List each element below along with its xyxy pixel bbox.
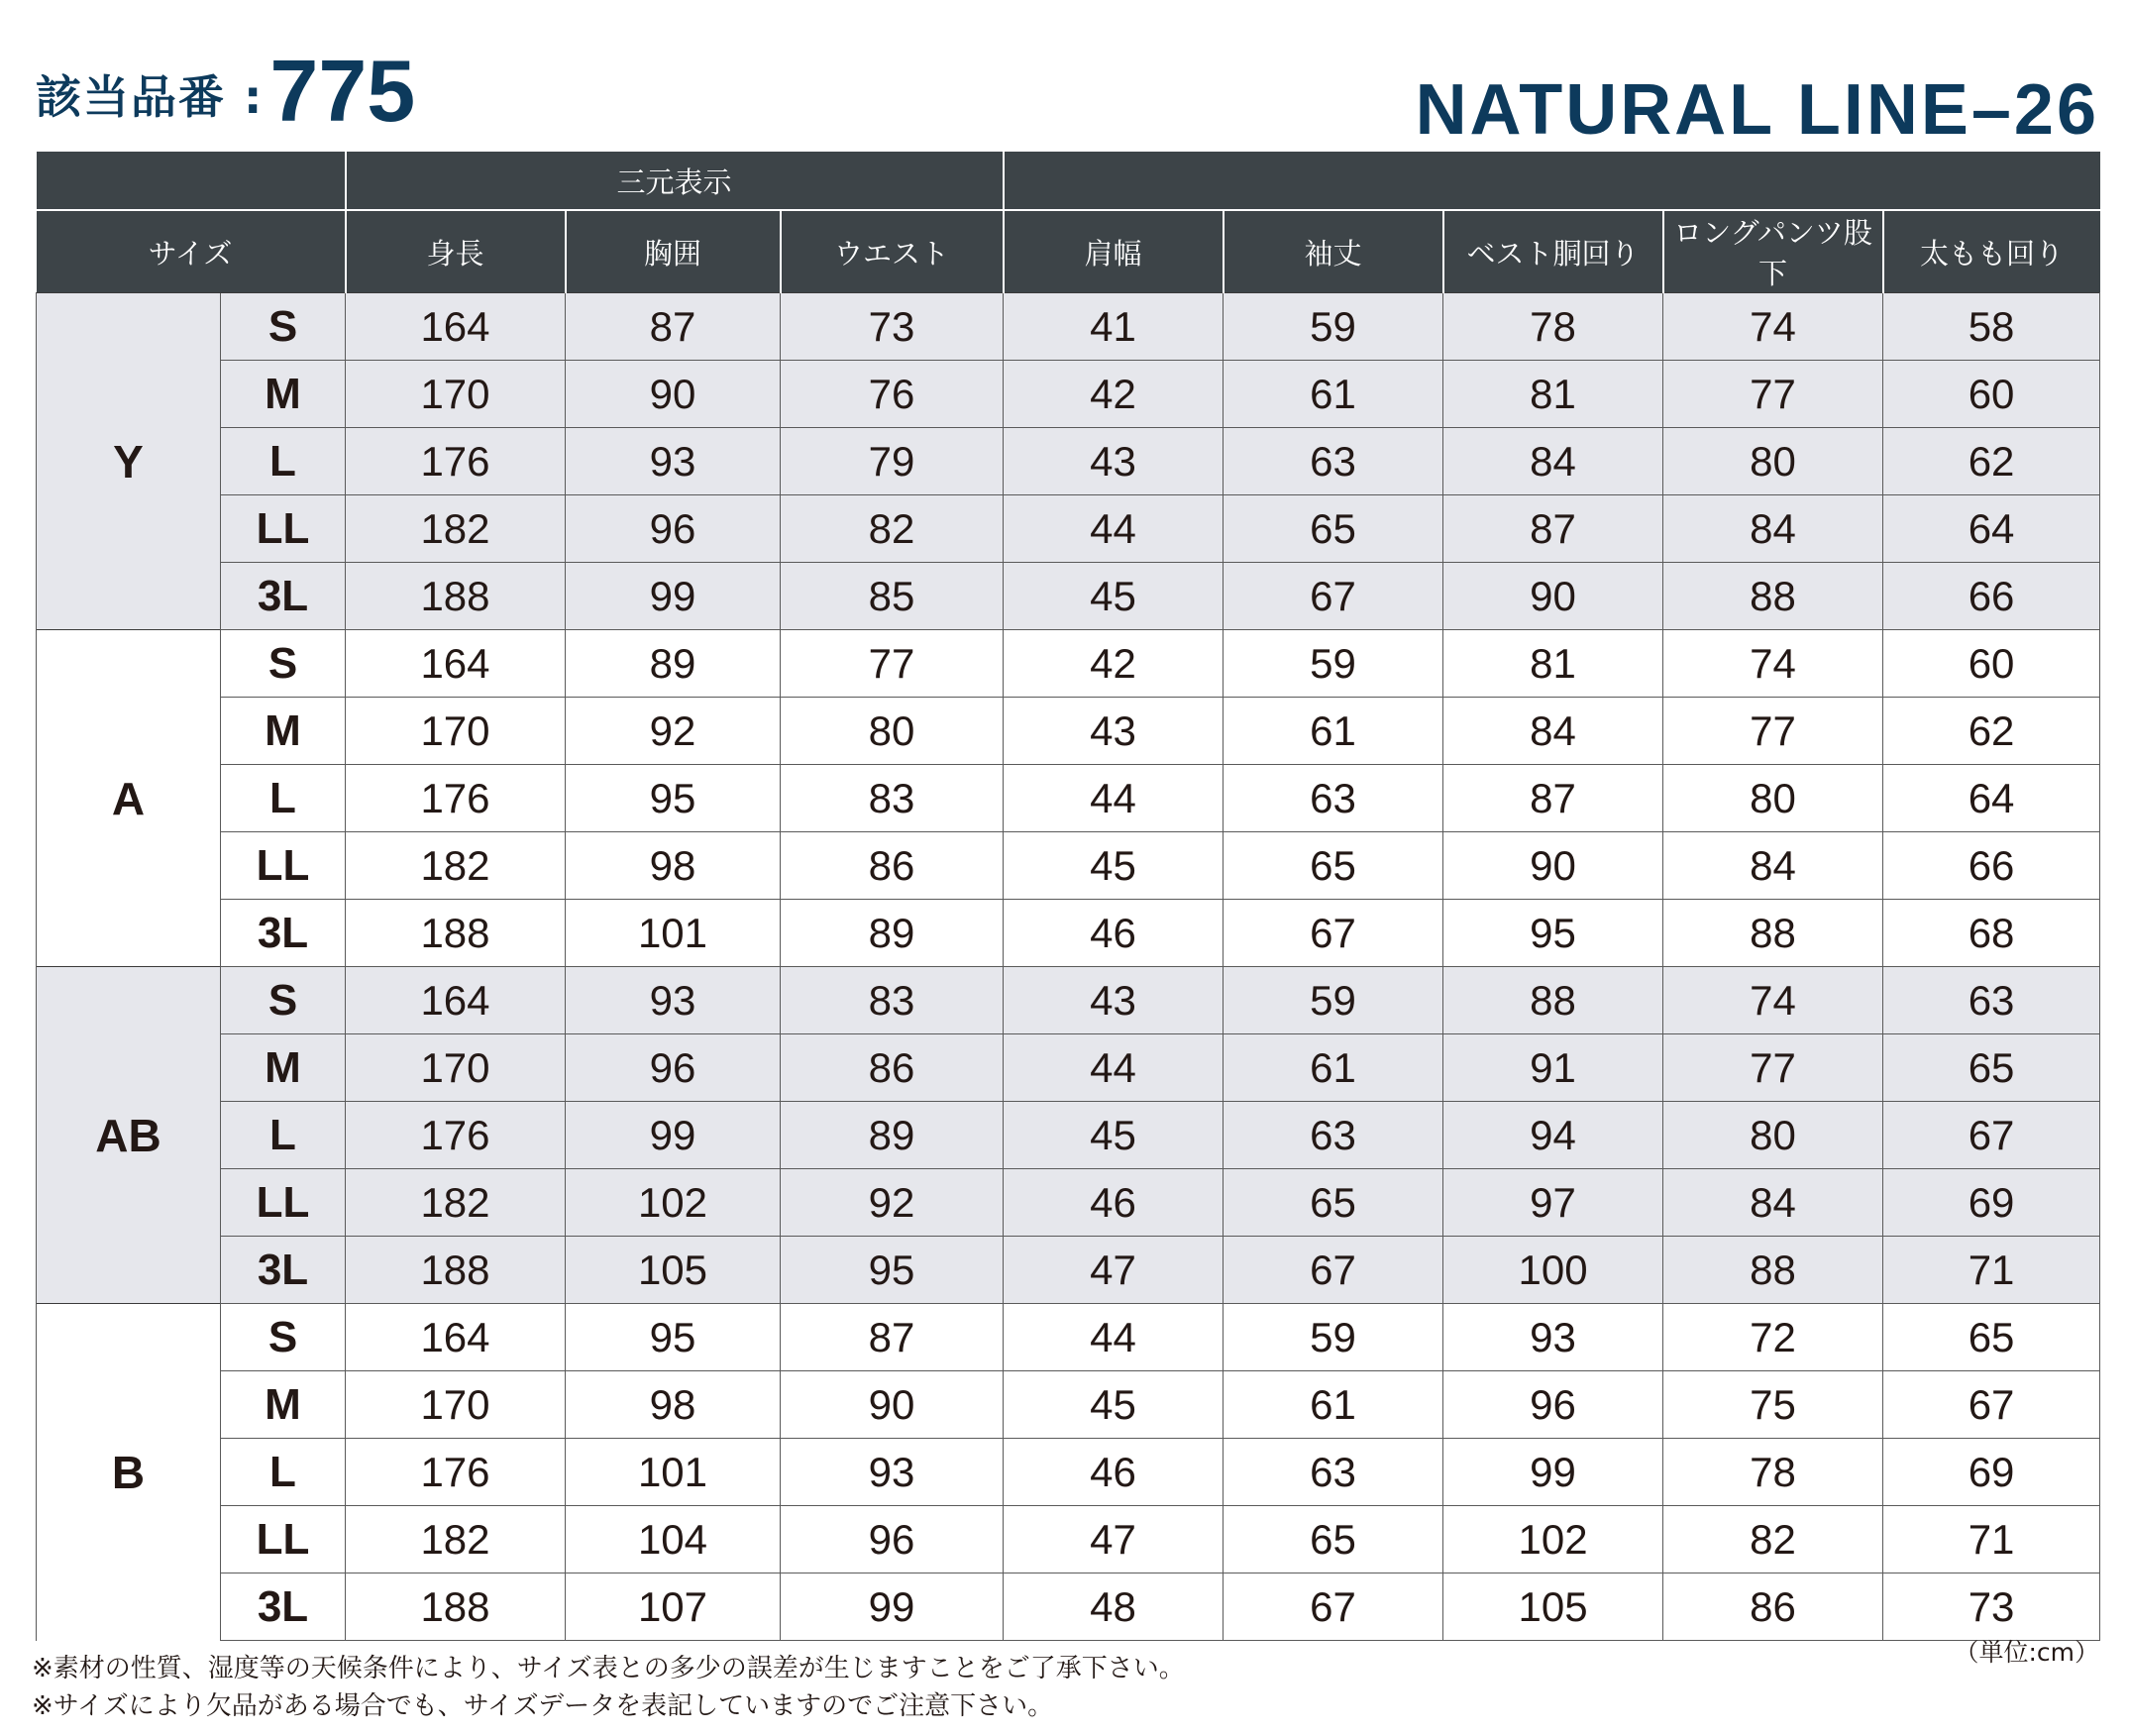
measurement-cell: 90 — [1443, 563, 1663, 630]
measurement-cell: 41 — [1004, 293, 1224, 361]
measurement-cell: 182 — [346, 495, 566, 563]
measurement-cell: 76 — [781, 361, 1004, 428]
measurement-cell: 96 — [1443, 1371, 1663, 1439]
table-row — [37, 1304, 2100, 1371]
measurement-cell: 101 — [566, 1439, 781, 1506]
measurement-cell: 164 — [346, 1304, 566, 1371]
measurement-cell: 65 — [1224, 495, 1443, 563]
measurement-cell: 48 — [1004, 1573, 1224, 1641]
measurement-cell: 72 — [1663, 1304, 1883, 1371]
measurement-cell: 46 — [1004, 900, 1224, 967]
body-type-cell: Y — [37, 293, 221, 630]
measurement-cell: 89 — [566, 630, 781, 698]
column-header: ベスト胴回り — [1443, 210, 1663, 293]
header-blank-cell — [37, 152, 346, 210]
measurement-cell: 87 — [1443, 765, 1663, 832]
measurement-cell: 45 — [1004, 832, 1224, 900]
measurement-cell: 84 — [1663, 832, 1883, 900]
size-cell: 3L — [221, 900, 346, 967]
measurement-cell: 43 — [1004, 698, 1224, 765]
measurement-cell: 176 — [346, 1102, 566, 1169]
measurement-cell: 77 — [1663, 361, 1883, 428]
column-header: 身長 — [346, 210, 566, 293]
three-dim-header: 三元表示 — [346, 152, 1004, 210]
measurement-cell: 80 — [1663, 428, 1883, 495]
size-cell: L — [221, 1102, 346, 1169]
measurement-cell: 102 — [566, 1169, 781, 1237]
measurement-cell: 44 — [1004, 1034, 1224, 1102]
measurement-cell: 105 — [1443, 1573, 1663, 1641]
measurement-cell: 81 — [1443, 630, 1663, 698]
measurement-cell: 170 — [346, 361, 566, 428]
column-header: ウエスト — [781, 210, 1004, 293]
measurement-cell: 90 — [781, 1371, 1004, 1439]
measurement-cell: 88 — [1443, 967, 1663, 1034]
size-cell: M — [221, 361, 346, 428]
measurement-cell: 61 — [1224, 1034, 1443, 1102]
product-label: 該当品番 : — [36, 70, 265, 124]
measurement-cell: 97 — [1443, 1169, 1663, 1237]
measurement-cell: 82 — [1663, 1506, 1883, 1573]
size-group — [37, 967, 2100, 1304]
table-row — [37, 1169, 2100, 1237]
measurement-cell: 77 — [1663, 1034, 1883, 1102]
measurement-cell: 87 — [781, 1304, 1004, 1371]
measurement-cell: 86 — [781, 1034, 1004, 1102]
measurement-cell: 66 — [1883, 832, 2100, 900]
table-row — [37, 832, 2100, 900]
size-cell: LL — [221, 495, 346, 563]
table-row — [37, 1237, 2100, 1304]
measurement-cell: 182 — [346, 832, 566, 900]
measurement-cell: 60 — [1883, 630, 2100, 698]
measurement-cell: 80 — [1663, 1102, 1883, 1169]
measurement-cell: 80 — [781, 698, 1004, 765]
measurement-cell: 78 — [1663, 1439, 1883, 1506]
measurement-cell: 67 — [1883, 1371, 2100, 1439]
column-header: ロングパンツ股下 — [1663, 210, 1883, 293]
size-cell: L — [221, 1439, 346, 1506]
measurement-cell: 188 — [346, 1237, 566, 1304]
measurement-cell: 69 — [1883, 1169, 2100, 1237]
measurement-cell: 62 — [1883, 428, 2100, 495]
measurement-cell: 73 — [781, 293, 1004, 361]
measurement-cell: 44 — [1004, 495, 1224, 563]
product-header — [36, 42, 416, 141]
size-cell: S — [221, 967, 346, 1034]
measurement-cell: 170 — [346, 698, 566, 765]
measurement-cell: 61 — [1224, 361, 1443, 428]
measurement-cell: 59 — [1224, 967, 1443, 1034]
measurement-cell: 182 — [346, 1506, 566, 1573]
measurement-cell: 71 — [1883, 1506, 2100, 1573]
measurement-cell: 79 — [781, 428, 1004, 495]
measurement-cell: 88 — [1663, 900, 1883, 967]
measurement-cell: 182 — [346, 1169, 566, 1237]
measurement-cell: 176 — [346, 1439, 566, 1506]
measurement-cell: 86 — [781, 832, 1004, 900]
size-cell: 3L — [221, 1237, 346, 1304]
size-cell: S — [221, 1304, 346, 1371]
table-row — [37, 361, 2100, 428]
measurement-cell: 90 — [566, 361, 781, 428]
measurement-cell: 78 — [1443, 293, 1663, 361]
measurement-cell: 102 — [1443, 1506, 1663, 1573]
measurement-cell: 61 — [1224, 698, 1443, 765]
product-number: 775 — [269, 42, 416, 140]
measurement-cell: 69 — [1883, 1439, 2100, 1506]
measurement-cell: 164 — [346, 967, 566, 1034]
table-row — [37, 967, 2100, 1034]
measurement-cell: 47 — [1004, 1237, 1224, 1304]
column-header: 胸囲 — [566, 210, 781, 293]
measurement-cell: 42 — [1004, 630, 1224, 698]
measurement-cell: 92 — [781, 1169, 1004, 1237]
measurement-cell: 96 — [566, 495, 781, 563]
measurement-cell: 77 — [1663, 698, 1883, 765]
measurement-cell: 60 — [1883, 361, 2100, 428]
measurement-cell: 96 — [566, 1034, 781, 1102]
measurement-cell: 59 — [1224, 1304, 1443, 1371]
body-type-cell: AB — [37, 967, 221, 1304]
measurement-cell: 61 — [1224, 1371, 1443, 1439]
header-blank-cell-right — [1004, 152, 2100, 210]
table-row — [37, 563, 2100, 630]
size-cell: M — [221, 1371, 346, 1439]
measurement-cell: 176 — [346, 428, 566, 495]
measurement-cell: 101 — [566, 900, 781, 967]
measurement-cell: 188 — [346, 1573, 566, 1641]
measurement-cell: 71 — [1883, 1237, 2100, 1304]
body-type-cell: A — [37, 630, 221, 967]
measurement-cell: 85 — [781, 563, 1004, 630]
brand-title: NATURAL LINE–26 — [1415, 70, 2099, 150]
measurement-cell: 170 — [346, 1371, 566, 1439]
measurement-cell: 164 — [346, 630, 566, 698]
measurement-cell: 94 — [1443, 1102, 1663, 1169]
table-row — [37, 495, 2100, 563]
note-line: ※サイズにより欠品がある場合でも、サイズデータを表記していますのでご注意下さい。 — [32, 1691, 1054, 1721]
measurement-cell: 81 — [1443, 361, 1663, 428]
measurement-cell: 84 — [1443, 428, 1663, 495]
measurement-cell: 99 — [1443, 1439, 1663, 1506]
measurement-cell: 59 — [1224, 293, 1443, 361]
measurement-cell: 63 — [1224, 765, 1443, 832]
table-row — [37, 1371, 2100, 1439]
measurement-cell: 64 — [1883, 765, 2100, 832]
measurement-cell: 64 — [1883, 495, 2100, 563]
measurement-cell: 176 — [346, 765, 566, 832]
measurement-cell: 92 — [566, 698, 781, 765]
measurement-cell: 45 — [1004, 1371, 1224, 1439]
table-row — [37, 765, 2100, 832]
measurement-cell: 77 — [781, 630, 1004, 698]
size-cell: L — [221, 428, 346, 495]
size-group — [37, 630, 2100, 967]
measurement-cell: 83 — [781, 765, 1004, 832]
measurement-cell: 95 — [566, 1304, 781, 1371]
size-cell: L — [221, 765, 346, 832]
table-row — [37, 293, 2100, 361]
measurement-cell: 46 — [1004, 1439, 1224, 1506]
body-type-cell: B — [37, 1304, 221, 1641]
measurement-cell: 68 — [1883, 900, 2100, 967]
measurement-cell: 46 — [1004, 1169, 1224, 1237]
size-cell: LL — [221, 1506, 346, 1573]
table-row — [37, 1102, 2100, 1169]
measurement-cell: 74 — [1663, 293, 1883, 361]
size-group — [37, 293, 2100, 630]
measurement-cell: 67 — [1224, 1573, 1443, 1641]
table-row — [37, 698, 2100, 765]
measurement-cell: 188 — [346, 563, 566, 630]
measurement-cell: 89 — [781, 1102, 1004, 1169]
size-cell: M — [221, 698, 346, 765]
measurement-cell: 74 — [1663, 967, 1883, 1034]
measurement-cell: 188 — [346, 900, 566, 967]
table-row — [37, 1439, 2100, 1506]
measurement-cell: 43 — [1004, 967, 1224, 1034]
measurement-cell: 164 — [346, 293, 566, 361]
measurement-cell: 67 — [1224, 900, 1443, 967]
measurement-cell: 84 — [1663, 495, 1883, 563]
table-row — [37, 900, 2100, 967]
measurement-cell: 67 — [1224, 563, 1443, 630]
measurement-cell: 83 — [781, 967, 1004, 1034]
measurement-cell: 105 — [566, 1237, 781, 1304]
size-cell: S — [221, 293, 346, 361]
measurement-cell: 84 — [1443, 698, 1663, 765]
unit-label: （単位:cm） — [1954, 1638, 2099, 1667]
measurement-cell: 74 — [1663, 630, 1883, 698]
measurement-cell: 95 — [566, 765, 781, 832]
column-header: 袖丈 — [1224, 210, 1443, 293]
measurement-cell: 99 — [781, 1573, 1004, 1641]
measurement-cell: 59 — [1224, 630, 1443, 698]
measurement-cell: 65 — [1224, 832, 1443, 900]
table-row — [37, 630, 2100, 698]
table-row — [37, 1573, 2100, 1641]
measurement-cell: 90 — [1443, 832, 1663, 900]
size-cell: 3L — [221, 1573, 346, 1641]
measurement-cell: 66 — [1883, 563, 2100, 630]
size-table — [36, 152, 2100, 1641]
size-group — [37, 1304, 2100, 1641]
measurement-cell: 82 — [781, 495, 1004, 563]
size-cell: M — [221, 1034, 346, 1102]
measurement-cell: 42 — [1004, 361, 1224, 428]
table-row — [37, 428, 2100, 495]
measurement-cell: 87 — [1443, 495, 1663, 563]
measurement-cell: 93 — [1443, 1304, 1663, 1371]
measurement-cell: 96 — [781, 1506, 1004, 1573]
size-cell: 3L — [221, 563, 346, 630]
measurement-cell: 73 — [1883, 1573, 2100, 1641]
measurement-cell: 98 — [566, 1371, 781, 1439]
measurement-cell: 58 — [1883, 293, 2100, 361]
measurement-cell: 44 — [1004, 765, 1224, 832]
measurement-cell: 65 — [1224, 1506, 1443, 1573]
column-header: サイズ — [37, 210, 346, 293]
measurement-cell: 63 — [1224, 1439, 1443, 1506]
measurement-cell: 45 — [1004, 1102, 1224, 1169]
measurement-cell: 62 — [1883, 698, 2100, 765]
measurement-cell: 95 — [1443, 900, 1663, 967]
size-cell: LL — [221, 1169, 346, 1237]
measurement-cell: 80 — [1663, 765, 1883, 832]
measurement-cell: 44 — [1004, 1304, 1224, 1371]
measurement-cell: 63 — [1224, 1102, 1443, 1169]
measurement-cell: 45 — [1004, 563, 1224, 630]
measurement-cell: 93 — [566, 428, 781, 495]
size-cell: LL — [221, 832, 346, 900]
measurement-cell: 88 — [1663, 563, 1883, 630]
measurement-cell: 43 — [1004, 428, 1224, 495]
measurement-cell: 63 — [1883, 967, 2100, 1034]
column-header: 太もも回り — [1883, 210, 2100, 293]
measurement-cell: 99 — [566, 1102, 781, 1169]
column-header: 肩幅 — [1004, 210, 1224, 293]
measurement-cell: 89 — [781, 900, 1004, 967]
measurement-cell: 87 — [566, 293, 781, 361]
measurement-cell: 67 — [1224, 1237, 1443, 1304]
measurement-cell: 63 — [1224, 428, 1443, 495]
measurement-cell: 93 — [566, 967, 781, 1034]
measurement-cell: 67 — [1883, 1102, 2100, 1169]
measurement-cell: 99 — [566, 563, 781, 630]
measurement-cell: 84 — [1663, 1169, 1883, 1237]
notes — [32, 1650, 1185, 1725]
table-row — [37, 1506, 2100, 1573]
measurement-cell: 100 — [1443, 1237, 1663, 1304]
note-line: ※素材の性質、湿度等の天候条件により、サイズ表との多少の誤差が生じますことをご了承下さい。 — [32, 1654, 1185, 1683]
measurement-cell: 170 — [346, 1034, 566, 1102]
measurement-cell: 65 — [1883, 1034, 2100, 1102]
measurement-cell: 107 — [566, 1573, 781, 1641]
measurement-cell: 86 — [1663, 1573, 1883, 1641]
measurement-cell: 95 — [781, 1237, 1004, 1304]
measurement-cell: 98 — [566, 832, 781, 900]
measurement-cell: 88 — [1663, 1237, 1883, 1304]
measurement-cell: 65 — [1883, 1304, 2100, 1371]
measurement-cell: 93 — [781, 1439, 1004, 1506]
measurement-cell: 65 — [1224, 1169, 1443, 1237]
table-row — [37, 1034, 2100, 1102]
measurement-cell: 75 — [1663, 1371, 1883, 1439]
size-cell: S — [221, 630, 346, 698]
measurement-cell: 104 — [566, 1506, 781, 1573]
measurement-cell: 91 — [1443, 1034, 1663, 1102]
measurement-cell: 47 — [1004, 1506, 1224, 1573]
